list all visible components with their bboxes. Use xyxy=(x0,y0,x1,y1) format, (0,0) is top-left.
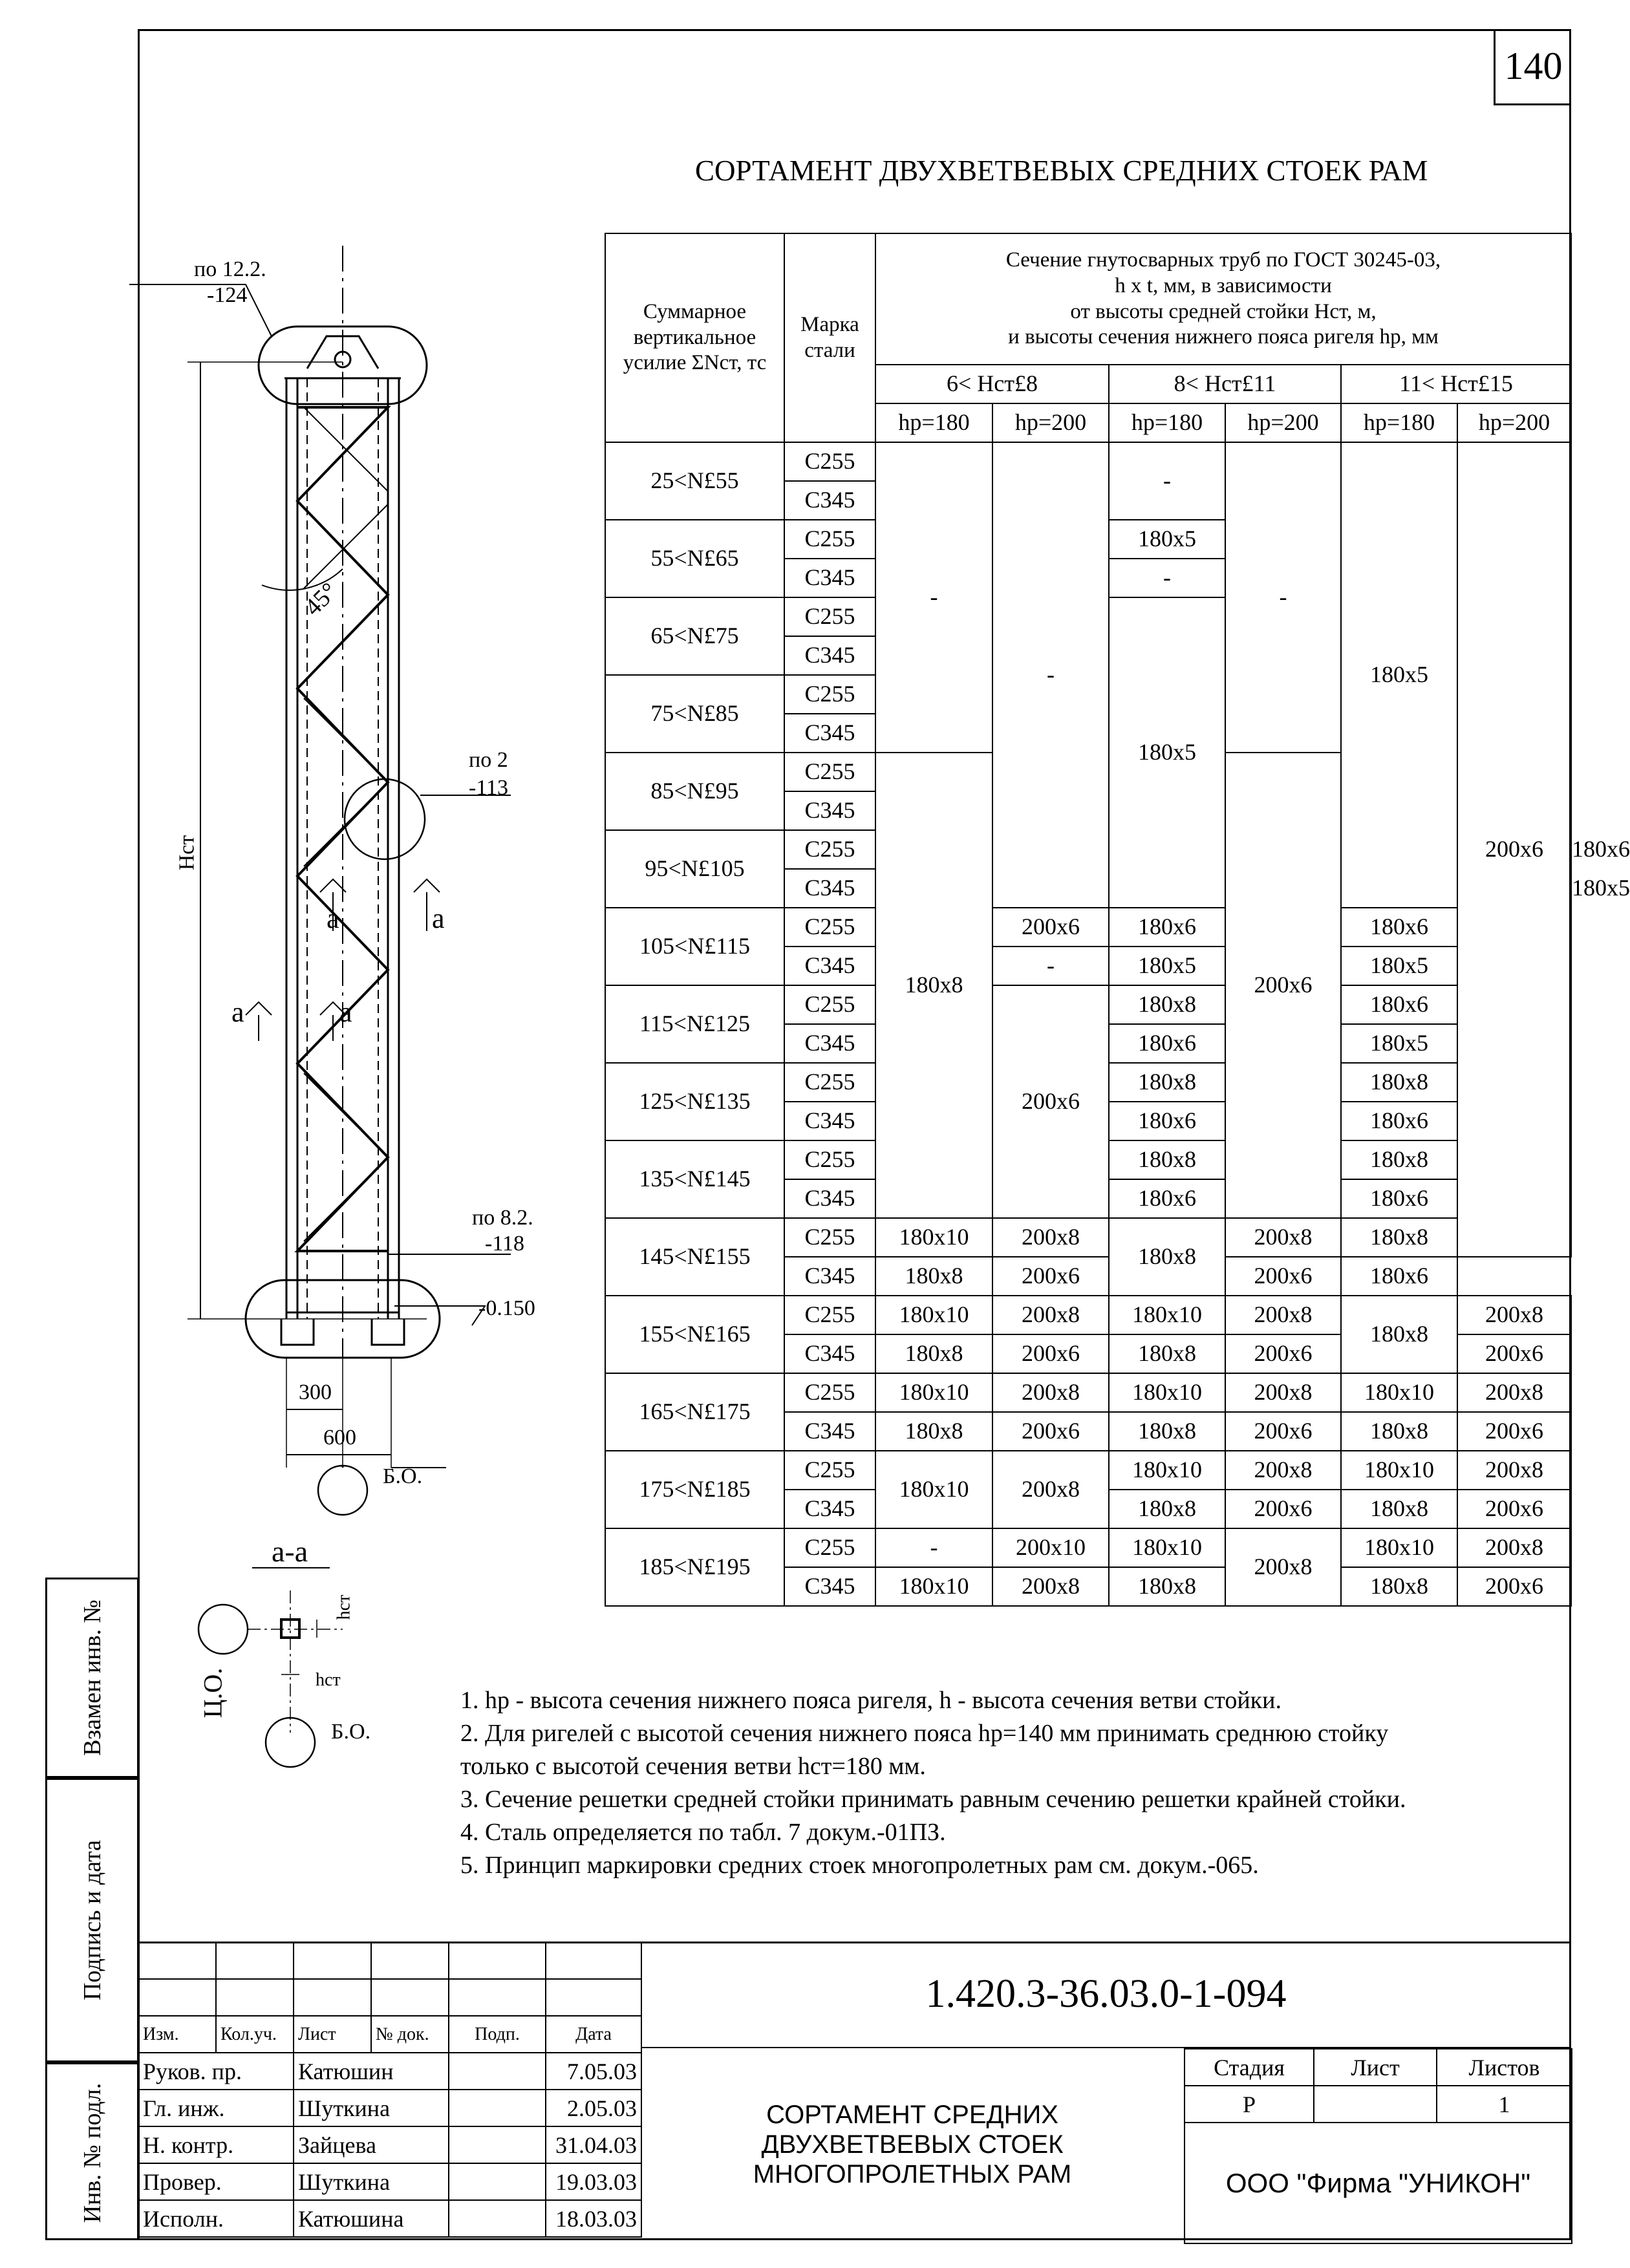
side-cell: Взамен инв. № xyxy=(45,1578,139,1778)
force-cell: 85<N£95 xyxy=(605,753,784,830)
dimension: 600 xyxy=(323,1426,356,1450)
steel-cell: С345 xyxy=(784,1334,875,1373)
header-force: Суммарное вертикальное усилие ΣNст, тс xyxy=(605,233,784,442)
value-cell: 180x10 xyxy=(1341,1528,1457,1567)
callout-label: -118 xyxy=(485,1232,525,1256)
value-cell: 180x10 xyxy=(1341,1451,1457,1490)
value-cell: 180x6 xyxy=(1109,1024,1225,1063)
value-cell: - xyxy=(1225,442,1341,753)
steel-cell: С345 xyxy=(784,1257,875,1296)
value-cell: 200x8 xyxy=(992,1296,1109,1334)
value-cell: 180x10 xyxy=(1109,1451,1225,1490)
steel-cell: С255 xyxy=(784,985,875,1024)
value-cell: 200x8 xyxy=(1225,1373,1341,1412)
callout-label: по 12.2. xyxy=(194,257,266,281)
value-cell: - xyxy=(875,1528,992,1567)
date: 7.05.03 xyxy=(546,2053,641,2090)
value-cell: 180x6 xyxy=(1109,1102,1225,1140)
steel-cell: С255 xyxy=(784,1296,875,1334)
person-name: Шуткина xyxy=(294,2090,449,2126)
dimension: hст xyxy=(334,1594,354,1620)
value-cell: - xyxy=(875,442,992,753)
steel-cell: С345 xyxy=(784,1102,875,1140)
value-cell: - xyxy=(992,442,1109,908)
value-cell: 200x6 xyxy=(1457,1412,1571,1451)
role: Исполн. xyxy=(138,2200,294,2237)
hp-label: hр=180 xyxy=(1341,403,1457,442)
section-title: а-а xyxy=(272,1535,308,1568)
value-cell: 200x6 xyxy=(1457,1490,1571,1528)
company-name: ООО "Фирма "УНИКОН" xyxy=(1185,2123,1572,2243)
value-cell: 180x10 xyxy=(875,1567,992,1606)
steel-cell: С345 xyxy=(784,481,875,520)
value-cell: 180x8 xyxy=(875,1412,992,1451)
value-cell: 180x10 xyxy=(875,1296,992,1334)
note: 3. Сечение решетки средней стойки принимать равным сечению решетки крайней стойки. xyxy=(460,1786,1406,1813)
callout-label: -124 xyxy=(207,283,248,307)
role: Н. контр. xyxy=(138,2126,294,2163)
note: 1. hр - высота сечения нижнего пояса ригеля, h - высота сечения ветви стойки. xyxy=(460,1687,1281,1714)
steel-cell: С345 xyxy=(784,714,875,753)
value-cell: 200x8 xyxy=(1225,1451,1341,1490)
person-name: Катюшина xyxy=(294,2200,449,2237)
col-header: Изм. xyxy=(138,2016,216,2053)
date: 2.05.03 xyxy=(546,2090,641,2126)
value-cell: 180x8 xyxy=(1341,1296,1457,1373)
col-header: № док. xyxy=(371,2016,449,2053)
header-section: Сечение гнутосварных труб по ГОСТ 30245-03, h x t, мм, в зависимости от высоты средней стойки Нст, м, и высоты сечения нижнего пояса ригеля hр, мм xyxy=(875,233,1571,365)
level-mark: -0.150 xyxy=(478,1296,535,1320)
sheet-label: Лист xyxy=(1314,2049,1437,2086)
h-range-2: 8< Нст£11 xyxy=(1109,365,1341,403)
note: 4. Сталь определяется по табл. 7 докум.-01ПЗ. xyxy=(460,1819,946,1846)
value-cell: 200x8 xyxy=(1225,1528,1341,1606)
steel-cell: С345 xyxy=(784,869,875,908)
value-cell: 180x8 xyxy=(1341,1490,1457,1528)
value-cell: 200x6 xyxy=(1225,1334,1341,1373)
page-title: СОРТАМЕНТ ДВУХВЕТВЕВЫХ СРЕДНИХ СТОЕК РАМ xyxy=(695,155,1428,187)
value-cell: 180x5 xyxy=(1109,947,1225,985)
value-cell: 200x8 xyxy=(992,1451,1109,1528)
section-mark: а xyxy=(231,996,244,1028)
force-cell: 25<N£55 xyxy=(605,442,784,520)
steel-cell: С255 xyxy=(784,1218,875,1257)
force-cell: 75<N£85 xyxy=(605,675,784,753)
force-cell: 175<N£185 xyxy=(605,1451,784,1528)
value-cell: 180x6 xyxy=(1341,1102,1457,1140)
page-number: 140 xyxy=(1494,29,1571,105)
side-cell: Инв. № подл. xyxy=(45,2062,139,2240)
steel-cell: С255 xyxy=(784,1140,875,1179)
force-cell: 165<N£175 xyxy=(605,1373,784,1451)
steel-cell: С255 xyxy=(784,1373,875,1412)
revision-table xyxy=(138,1942,642,2238)
value-cell: 180x6 xyxy=(1341,1179,1457,1218)
steel-cell: С345 xyxy=(784,947,875,985)
steel-cell: С255 xyxy=(784,675,875,714)
document-title: СОРТАМЕНТ СРЕДНИХ ДВУХВЕТВЕВЫХ СТОЕК МНОГОПРОЛЕТНЫХ РАМ xyxy=(753,2100,1072,2188)
steel-cell: С345 xyxy=(784,1024,875,1063)
hp-label: hр=180 xyxy=(875,403,992,442)
role: Руков. пр. xyxy=(138,2053,294,2090)
value-cell: 180x8 xyxy=(1341,1218,1457,1257)
value-cell: 200x6 xyxy=(1457,1567,1571,1606)
hp-label: hр=200 xyxy=(992,403,1109,442)
value-cell: 180x8 xyxy=(1109,1567,1225,1606)
callout-label: -113 xyxy=(469,776,509,800)
document-code: 1.420.3-36.03.0-1-094 xyxy=(641,1942,1571,2048)
value-cell: 180x8 xyxy=(1109,1140,1225,1179)
value-cell: 200x8 xyxy=(1457,1451,1571,1490)
value-cell: 180x10 xyxy=(1341,1373,1457,1412)
value-cell: 200x6 xyxy=(992,1257,1109,1296)
value-cell: 200x6 xyxy=(1225,1490,1341,1528)
force-cell: 125<N£135 xyxy=(605,1063,784,1140)
value-cell: 180x10 xyxy=(875,1218,992,1257)
value-cell: 200x6 xyxy=(992,908,1109,947)
steel-cell: С255 xyxy=(784,908,875,947)
col-header: Подп. xyxy=(449,2016,546,2053)
value-cell: - xyxy=(1109,559,1225,597)
col-header: Дата xyxy=(546,2016,641,2053)
sheet-value xyxy=(1314,2086,1437,2123)
force-cell: 95<N£105 xyxy=(605,830,784,908)
value-cell: 200x6 xyxy=(1457,442,1571,1257)
value-cell: - xyxy=(992,947,1109,985)
col-header: Кол.уч. xyxy=(216,2016,294,2053)
dimension: 300 xyxy=(299,1380,332,1404)
value-cell: 180x10 xyxy=(875,1373,992,1412)
steel-cell: С255 xyxy=(784,442,875,481)
steel-cell: С345 xyxy=(784,1490,875,1528)
value-cell: 180x8 xyxy=(875,1257,992,1296)
angle-label: 45° xyxy=(299,577,343,621)
steel-cell: С255 xyxy=(784,1063,875,1102)
value-cell: 200x6 xyxy=(1225,1257,1341,1296)
value-cell: 200x6 xyxy=(1225,1412,1341,1451)
axis-label: Б.О. xyxy=(383,1464,423,1488)
value-cell: 180x10 xyxy=(1109,1373,1225,1412)
force-cell: 105<N£115 xyxy=(605,908,784,985)
value-cell: 180x6 xyxy=(1341,908,1457,947)
steel-cell: С345 xyxy=(784,791,875,830)
person-name: Катюшин xyxy=(294,2053,449,2090)
value-cell: 200x6 xyxy=(1457,1334,1571,1373)
value-cell: 180x8 xyxy=(1341,1412,1457,1451)
column-drawing xyxy=(149,246,569,1797)
value-cell: 180x8 xyxy=(875,1334,992,1373)
value-cell: 200x6 xyxy=(992,1412,1109,1451)
hp-label: hр=180 xyxy=(1109,403,1225,442)
value-cell: 180x6 xyxy=(1109,1179,1225,1218)
role: Провер. xyxy=(138,2163,294,2200)
value-cell: 200x6 xyxy=(992,985,1109,1218)
steel-cell: С255 xyxy=(784,830,875,869)
person-name: Зайцева xyxy=(294,2126,449,2163)
date: 31.04.03 xyxy=(546,2126,641,2163)
value-cell: 180x5 xyxy=(1341,1024,1457,1063)
value-cell: - xyxy=(1109,442,1225,520)
value-cell: 200x8 xyxy=(1225,1296,1341,1334)
value-cell: 180x8 xyxy=(1341,1567,1457,1606)
force-cell: 145<N£155 xyxy=(605,1218,784,1296)
value-cell: 180x6 xyxy=(1341,985,1457,1024)
value-cell: 180x8 xyxy=(1109,1063,1225,1102)
force-cell: 185<N£195 xyxy=(605,1528,784,1606)
value-cell: 200x8 xyxy=(1457,1528,1571,1567)
callout-label: по 2 xyxy=(469,748,508,772)
value-cell: 180x5 xyxy=(1341,947,1457,985)
value-cell: 200x8 xyxy=(992,1567,1109,1606)
value-cell: 200x10 xyxy=(992,1528,1109,1567)
value-cell: 200x8 xyxy=(1457,1296,1571,1334)
value-cell: 200x8 xyxy=(992,1218,1109,1257)
side-cell: Подпись и дата xyxy=(45,1778,139,2062)
h-range-3: 11< Нст£15 xyxy=(1341,365,1571,403)
value-cell: 180x8 xyxy=(1341,1140,1457,1179)
date: 18.03.03 xyxy=(546,2200,641,2237)
value-cell: 180x10 xyxy=(875,1451,992,1528)
section-mark: а xyxy=(432,903,445,934)
steel-cell: С255 xyxy=(784,520,875,559)
height-label: Нст xyxy=(175,835,199,871)
force-cell: 65<N£75 xyxy=(605,597,784,675)
steel-cell: С345 xyxy=(784,1412,875,1451)
value-cell: 180x8 xyxy=(1109,985,1225,1024)
value-cell: 180x6 xyxy=(1341,1257,1457,1296)
value-cell: 180x8 xyxy=(1109,1334,1225,1373)
steel-cell: С345 xyxy=(784,559,875,597)
steel-cell: С255 xyxy=(784,1451,875,1490)
section-mark: а xyxy=(327,903,339,934)
steel-cell: С345 xyxy=(784,636,875,675)
stage-label: Стадия xyxy=(1185,2049,1314,2086)
sortament-table: Суммарное вертикальное усилие ΣNст, тс Марка стали Сечение гнутосварных труб по ГОСТ 30245-03, h x t, мм, в зависимости от высоты средней стойки Нст, м, и высоты сечения нижнего пояса ригеля hр, мм 6< Нст£8 8< Нст£11 11< Нст£15 hр=180 hр=200 hр=180 hр=200 hр=180 hр=200 25<N£55 С255 - - - - 180x5 200x6 С345 55<N£65 С255 180x5 С345 - 65<N£75 С255 180x5 С345 75<N£85 С255 С345 85<N£95 С255 180x8 200x6 С345 95<N£105 С255 180x6 С345 180x5 105<N£115 С255 200x6 180x6 180x6 С345 - 180x5 180x5 115<N£125 С255 200x6 180x8 180x6 С345 180x6 180x5 125<N£135 С255 180x8 180x8 С345 180x6 180x6 135<N£145 С255 180x8 180x8 С345 180x6 180x6 145<N£155 С255 180x10 200x8 180x8 200x8 180x8 С345 180x8 200x6 200x6 180x6 155<N£165 С255 180x10 200x8 180x10 200x8 180x8 200x8 С345 180x8 200x6 180x8 200x6 200x6 165<N£175 С255 180x10 200x8 180x10 200x8 180x10 200x8 С345 180x8 200x6 180x8 200x6 180x8 200x6 175<N£185 С255 180x10 200x8 180x10 200x8 180x10 200x8 С345 180x8 200x6 180x8 200x6 185<N£195 С255 - 200x10 180x10 200x8 180x10 200x8 С345 180x10 200x8 180x8 180x8 200x6 xyxy=(605,233,1572,1607)
steel-cell: С255 xyxy=(784,1528,875,1567)
section-mark: а xyxy=(339,996,352,1028)
value-cell: 180x8 xyxy=(875,753,992,1218)
value-cell: 180x8 xyxy=(1109,1412,1225,1451)
value-cell: 200x8 xyxy=(1225,1218,1341,1257)
date: 19.03.03 xyxy=(546,2163,641,2200)
header-steel: Марка стали xyxy=(784,233,875,442)
value-cell: 180x8 xyxy=(1109,1218,1225,1296)
value-cell: 180x5 xyxy=(1109,597,1225,908)
value-cell: 200x8 xyxy=(992,1373,1109,1412)
axis-label: Ц.О. xyxy=(198,1667,228,1718)
value-cell: 180x10 xyxy=(1109,1296,1225,1334)
h-range-1: 6< Нст£8 xyxy=(875,365,1109,403)
value-cell: 180x8 xyxy=(1109,1490,1225,1528)
force-cell: 115<N£125 xyxy=(605,985,784,1063)
value-cell: 180x8 xyxy=(1341,1063,1457,1102)
force-cell: 55<N£65 xyxy=(605,520,784,597)
dimension: hст xyxy=(316,1670,341,1690)
value-cell: 180x10 xyxy=(1109,1528,1225,1567)
hp-label: hр=200 xyxy=(1225,403,1341,442)
axis-label: Б.О. xyxy=(331,1720,371,1744)
steel-cell: С255 xyxy=(784,753,875,791)
notes xyxy=(460,1684,1406,1882)
sheets-value: 1 xyxy=(1437,2086,1572,2123)
callout-label: по 8.2. xyxy=(472,1206,533,1230)
value-cell: 180x5 xyxy=(1109,520,1225,559)
steel-cell: С255 xyxy=(784,597,875,636)
force-cell: 155<N£165 xyxy=(605,1296,784,1373)
hp-label: hр=200 xyxy=(1457,403,1571,442)
note: 5. Принцип маркировки средних стоек многопролетных рам см. докум.-065. xyxy=(460,1852,1259,1879)
col-header: Лист xyxy=(294,2016,371,2053)
force-cell: 135<N£145 xyxy=(605,1140,784,1218)
role: Гл. инж. xyxy=(138,2090,294,2126)
value-cell: 180x5 xyxy=(1341,442,1457,908)
sheets-label: Листов xyxy=(1437,2049,1572,2086)
note: 2. Для ригелей с высотой сечения нижнего пояса hр=140 мм принимать среднюю стойку xyxy=(460,1720,1389,1747)
stage-value: Р xyxy=(1185,2086,1314,2123)
note: только с высотой сечения ветви hст=180 мм. xyxy=(460,1753,926,1780)
value-cell: 200x8 xyxy=(1457,1373,1571,1412)
steel-cell: С345 xyxy=(784,1567,875,1606)
stage-table xyxy=(1184,2048,1572,2244)
value-cell: 200x6 xyxy=(1225,753,1341,1218)
steel-cell: С345 xyxy=(784,1179,875,1218)
value-cell: 200x6 xyxy=(992,1334,1109,1373)
value-cell: 180x6 xyxy=(1109,908,1225,947)
person-name: Шуткина xyxy=(294,2163,449,2200)
